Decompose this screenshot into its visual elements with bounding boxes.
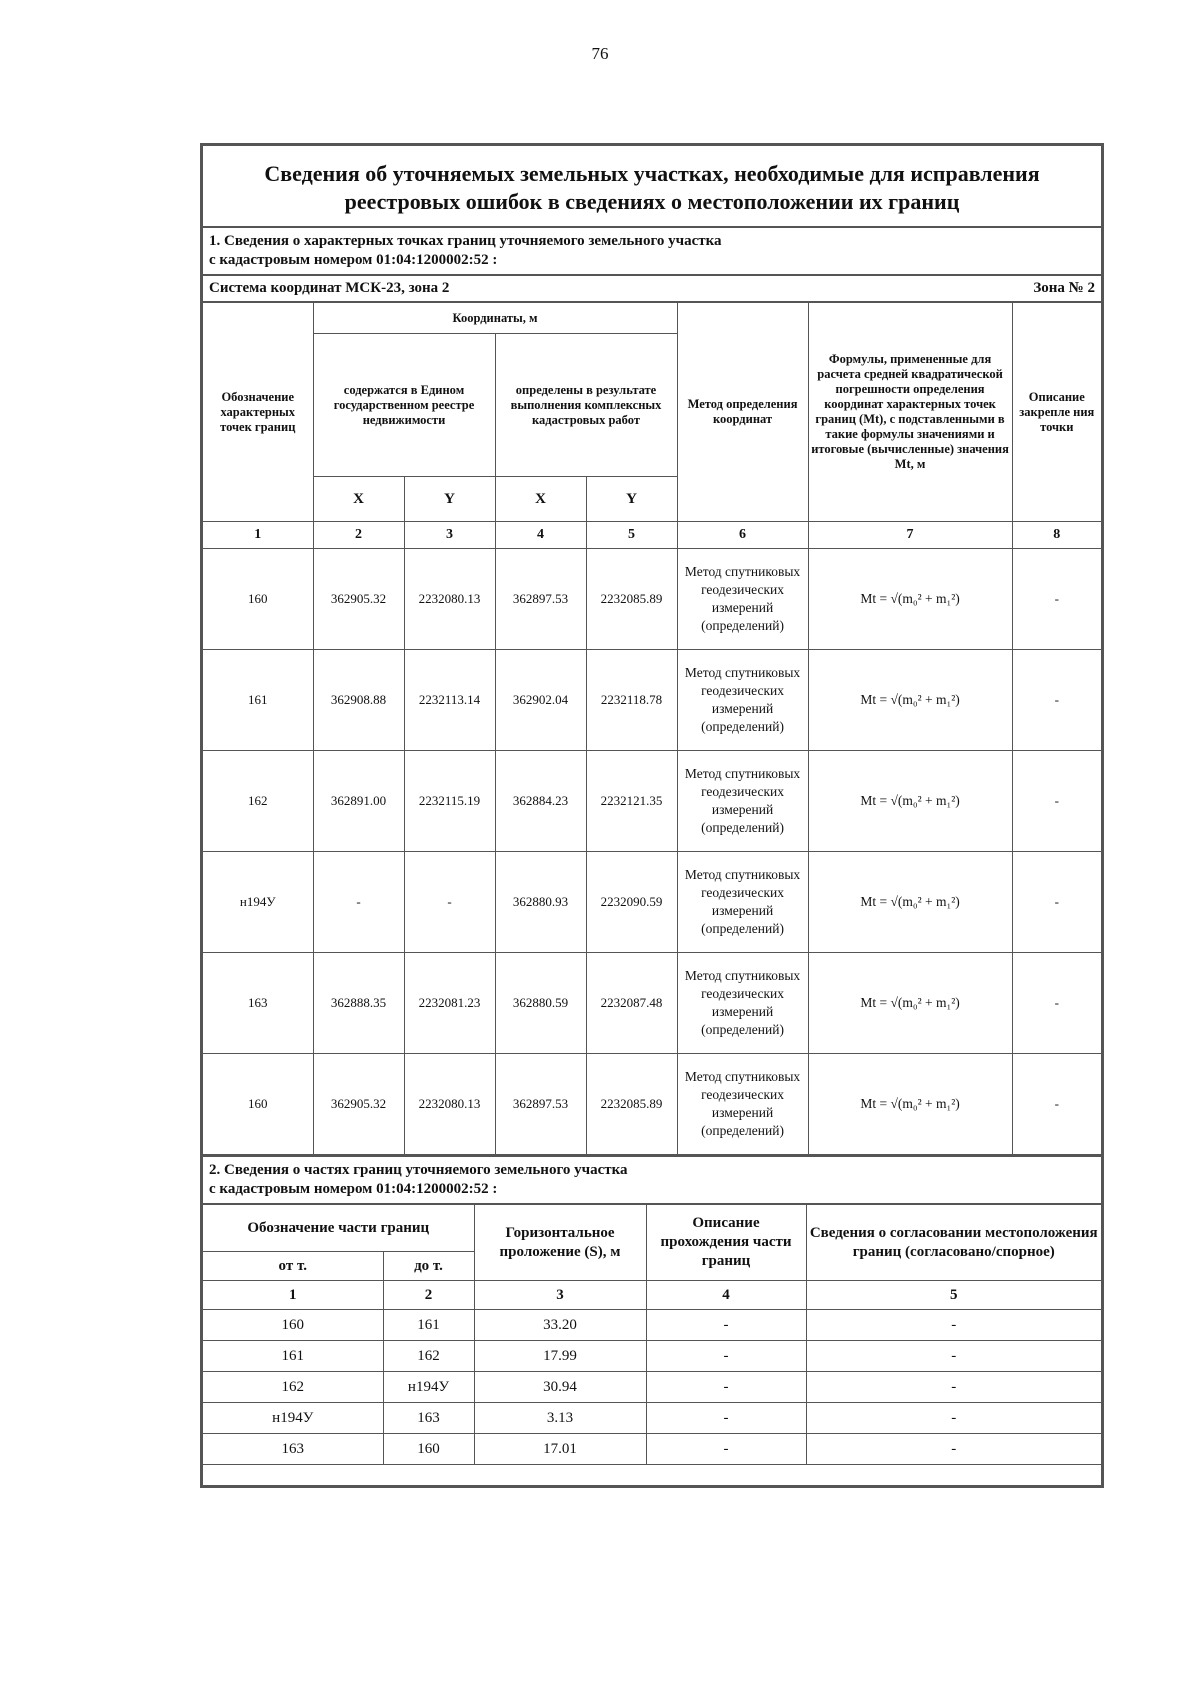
fixing-cell: -: [1012, 751, 1101, 852]
col-number: 7: [808, 522, 1012, 549]
point-cell: 160: [203, 1054, 313, 1155]
y-determined-cell: 2232118.78: [586, 650, 677, 751]
x-registry-cell: 362891.00: [313, 751, 404, 852]
parts-table: [203, 1205, 1101, 1465]
y-registry-cell: 2232080.13: [404, 1054, 495, 1155]
x-determined-cell: 362880.59: [495, 953, 586, 1054]
point-cell: 161: [203, 650, 313, 751]
distance-cell: 17.01: [474, 1434, 646, 1465]
header-fixing: Описание закрепле ния точки: [1012, 303, 1101, 522]
from-cell: 161: [203, 1341, 383, 1372]
section2-heading-line-2: с кадастровым номером 01:04:1200002:52 :: [209, 1181, 498, 1197]
table-row: [203, 1403, 1101, 1434]
method-cell: Метод спутниковых геодезических измерений (определений): [677, 751, 808, 852]
header-to: до т.: [383, 1252, 474, 1281]
agreement-cell: -: [806, 1403, 1101, 1434]
fixing-cell: -: [1012, 650, 1101, 751]
from-cell: 160: [203, 1310, 383, 1341]
distance-cell: 3.13: [474, 1403, 646, 1434]
header-determined: определены в результате выполнения комплексных кадастровых работ: [495, 334, 677, 477]
header-y-determined: Y: [586, 477, 677, 522]
y-determined-cell: 2232090.59: [586, 852, 677, 953]
method-cell: Метод спутниковых геодезических измерений (определений): [677, 549, 808, 650]
zone-label: Зона № 2: [1033, 280, 1095, 296]
col-number: 5: [586, 522, 677, 549]
col-number: 4: [495, 522, 586, 549]
fixing-cell: -: [1012, 549, 1101, 650]
coordinate-system-row: [203, 276, 1101, 303]
section2-heading-line-1: 2. Сведения о частях границ уточняемого земельного участка: [209, 1162, 628, 1178]
header-registry: содержатся в Едином государственном реестре недвижимости: [313, 334, 495, 477]
to-cell: 163: [383, 1403, 474, 1434]
table-row: [203, 852, 1101, 953]
title-line-1: Сведения об уточняемых земельных участках, необходимые для исправления: [264, 161, 1040, 186]
header-y-registry: Y: [404, 477, 495, 522]
table-row: [203, 650, 1101, 751]
x-determined-cell: 362902.04: [495, 650, 586, 751]
y-determined-cell: 2232087.48: [586, 953, 677, 1054]
x-registry-cell: 362905.32: [313, 1054, 404, 1155]
formula-cell: Mt = √(m₀² + m₁²): [808, 650, 1012, 751]
column-numbers-row: [203, 1281, 1101, 1310]
points-table: [203, 303, 1101, 1155]
point-cell: 163: [203, 953, 313, 1054]
col-number: 1: [203, 522, 313, 549]
coordinate-system: Система координат МСК-23, зона 2: [209, 280, 450, 296]
y-determined-cell: 2232085.89: [586, 1054, 677, 1155]
col-number: 1: [203, 1281, 383, 1310]
table-row: [203, 1054, 1101, 1155]
distance-cell: 30.94: [474, 1372, 646, 1403]
col-number: 5: [806, 1281, 1101, 1310]
description-cell: -: [646, 1372, 806, 1403]
method-cell: Метод спутниковых геодезических измерений (определений): [677, 852, 808, 953]
x-registry-cell: 362888.35: [313, 953, 404, 1054]
method-cell: Метод спутниковых геодезических измерений (определений): [677, 1054, 808, 1155]
table-row: [203, 549, 1101, 650]
x-determined-cell: 362897.53: [495, 549, 586, 650]
table-row: [203, 751, 1101, 852]
y-registry-cell: 2232113.14: [404, 650, 495, 751]
to-cell: 161: [383, 1310, 474, 1341]
x-registry-cell: -: [313, 852, 404, 953]
to-cell: 162: [383, 1341, 474, 1372]
title-line-2: реестровых ошибок в сведениях о местоположении их границ: [344, 189, 960, 214]
method-cell: Метод спутниковых геодезических измерений (определений): [677, 953, 808, 1054]
col-number: 3: [474, 1281, 646, 1310]
formula-cell: Mt = √(m₀² + m₁²): [808, 751, 1012, 852]
table-row: [203, 1434, 1101, 1465]
table-row: [203, 1372, 1101, 1403]
section1-heading-line-1: 1. Сведения о характерных точках границ уточняемого земельного участка: [209, 233, 722, 249]
col-number: 2: [313, 522, 404, 549]
point-cell: 162: [203, 751, 313, 852]
section1-heading: [203, 228, 1101, 276]
header-method: Метод определения координат: [677, 303, 808, 522]
formula-cell: Mt = √(m₀² + m₁²): [808, 1054, 1012, 1155]
header-part: Обозначение части границ: [203, 1205, 474, 1252]
header-from: от т.: [203, 1252, 383, 1281]
col-number: 4: [646, 1281, 806, 1310]
distance-cell: 33.20: [474, 1310, 646, 1341]
point-cell: н194У: [203, 852, 313, 953]
description-cell: -: [646, 1310, 806, 1341]
x-determined-cell: 362897.53: [495, 1054, 586, 1155]
land-plot-info-block: [200, 143, 1104, 1488]
y-determined-cell: 2232121.35: [586, 751, 677, 852]
agreement-cell: -: [806, 1310, 1101, 1341]
agreement-cell: -: [806, 1372, 1101, 1403]
point-cell: 160: [203, 549, 313, 650]
header-agreement: Сведения о согласовании местоположения границ (согласовано/спорное): [806, 1205, 1101, 1281]
table-row: [203, 953, 1101, 1054]
method-cell: Метод спутниковых геодезических измерений (определений): [677, 650, 808, 751]
x-registry-cell: 362908.88: [313, 650, 404, 751]
to-cell: 160: [383, 1434, 474, 1465]
col-number: 2: [383, 1281, 474, 1310]
formula-cell: Mt = √(m₀² + m₁²): [808, 549, 1012, 650]
y-registry-cell: 2232115.19: [404, 751, 495, 852]
y-registry-cell: 2232080.13: [404, 549, 495, 650]
description-cell: -: [646, 1341, 806, 1372]
header-description: Описание прохождения части границ: [646, 1205, 806, 1281]
y-determined-cell: 2232085.89: [586, 549, 677, 650]
agreement-cell: -: [806, 1341, 1101, 1372]
table-tail: [203, 1465, 1101, 1485]
column-numbers-row: [203, 522, 1101, 549]
fixing-cell: -: [1012, 953, 1101, 1054]
header-x-determined: X: [495, 477, 586, 522]
from-cell: н194У: [203, 1403, 383, 1434]
header-x-registry: X: [313, 477, 404, 522]
col-number: 6: [677, 522, 808, 549]
header-distance: Горизонтальное проложение (S), м: [474, 1205, 646, 1281]
table-row: [203, 1341, 1101, 1372]
x-determined-cell: 362884.23: [495, 751, 586, 852]
block-title: [203, 146, 1101, 228]
formula-cell: Mt = √(m₀² + m₁²): [808, 852, 1012, 953]
header-coordinates: Координаты, м: [313, 303, 677, 334]
description-cell: -: [646, 1434, 806, 1465]
fixing-cell: -: [1012, 852, 1101, 953]
header-formula: Формулы, примененные для расчета средней квадратической погрешности определения координат характерных точек границ (Mt), с подставленными в такие формулы значениями и итоговые (вычисленные) значения Mt, м: [808, 303, 1012, 522]
fixing-cell: -: [1012, 1054, 1101, 1155]
table-row: [203, 1310, 1101, 1341]
section2-heading: [203, 1155, 1101, 1205]
from-cell: 163: [203, 1434, 383, 1465]
y-registry-cell: -: [404, 852, 495, 953]
description-cell: -: [646, 1403, 806, 1434]
to-cell: н194У: [383, 1372, 474, 1403]
agreement-cell: -: [806, 1434, 1101, 1465]
x-registry-cell: 362905.32: [313, 549, 404, 650]
distance-cell: 17.99: [474, 1341, 646, 1372]
y-registry-cell: 2232081.23: [404, 953, 495, 1054]
page-number: 76: [591, 44, 609, 63]
x-determined-cell: 362880.93: [495, 852, 586, 953]
header-point: Обозначение характерных точек границ: [203, 303, 313, 522]
formula-cell: Mt = √(m₀² + m₁²): [808, 953, 1012, 1054]
section1-heading-line-2: с кадастровым номером 01:04:1200002:52 :: [209, 252, 498, 268]
col-number: 3: [404, 522, 495, 549]
from-cell: 162: [203, 1372, 383, 1403]
col-number: 8: [1012, 522, 1101, 549]
